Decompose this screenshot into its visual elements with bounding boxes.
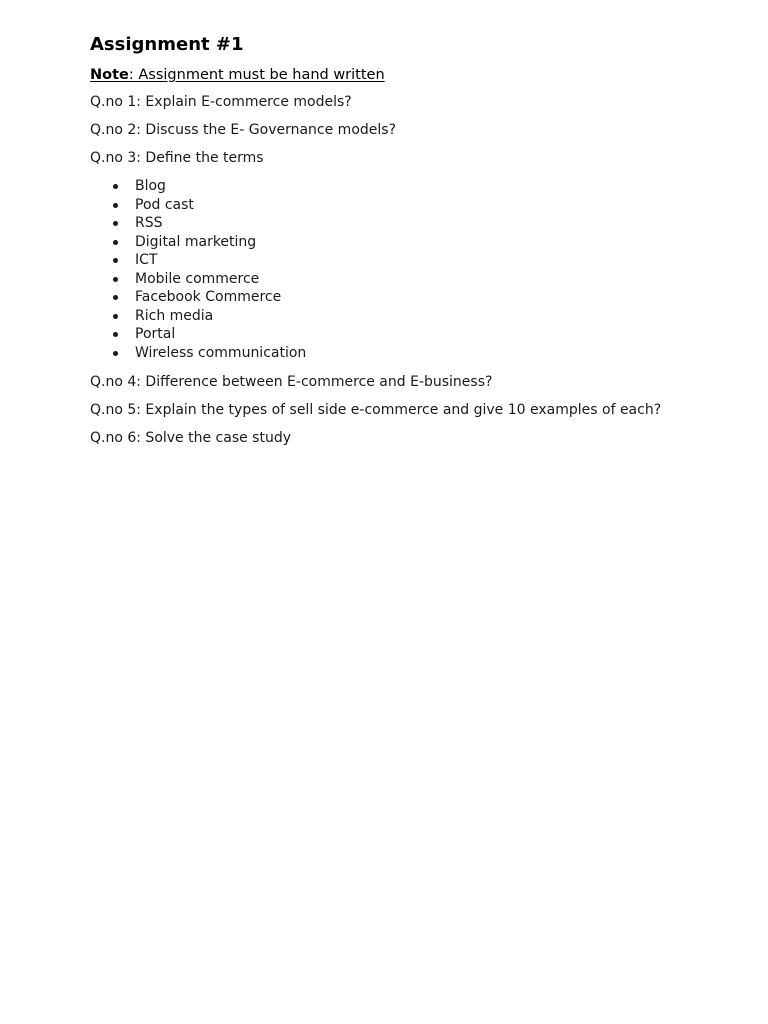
list-item <box>90 196 730 215</box>
list-item <box>90 325 730 344</box>
bullet-icon <box>113 332 118 337</box>
note-line <box>90 65 730 85</box>
list-item <box>90 177 730 196</box>
list-item <box>90 344 730 363</box>
term-text: Pod cast <box>135 196 194 213</box>
bullet-icon <box>113 277 118 282</box>
question-2: Q.no 2: Discuss the E- Governance models? <box>90 122 397 138</box>
bullet-icon <box>113 184 118 189</box>
question-5: Q.no 5: Explain the types of sell side e-commerce and give 10 examples of each? <box>90 402 662 418</box>
term-text: Rich media <box>135 307 214 324</box>
list-item <box>90 307 730 326</box>
term-text: Wireless communication <box>135 344 307 361</box>
bullet-icon <box>113 221 118 226</box>
terms-list <box>90 177 730 362</box>
term-text: Facebook Commerce <box>135 289 282 305</box>
bullet-icon <box>113 295 118 300</box>
bullet-icon <box>113 351 118 356</box>
bullet-icon <box>113 314 118 319</box>
document-body <box>90 34 730 447</box>
term-text: ICT <box>135 252 158 268</box>
term-text: Portal <box>135 326 176 342</box>
question-1: Q.no 1: Explain E-commerce models? <box>90 94 352 110</box>
list-item <box>90 288 730 307</box>
term-text: RSS <box>135 215 163 231</box>
list-item <box>90 214 730 233</box>
bullet-icon <box>113 240 118 245</box>
list-item <box>90 233 730 252</box>
document-title: Assignment #1 <box>90 34 244 55</box>
term-text: Mobile commerce <box>135 270 260 287</box>
question-4: Q.no 4: Difference between E-commerce and E-business? <box>90 374 493 390</box>
question-6: Q.no 6: Solve the case study <box>90 430 292 446</box>
note-text: : Assignment must be hand written <box>128 67 385 83</box>
question-3: Q.no 3: Define the terms <box>90 150 264 166</box>
term-text: Digital marketing <box>135 233 257 250</box>
list-item <box>90 270 730 289</box>
term-text: Blog <box>135 178 166 194</box>
bullet-icon <box>113 203 118 208</box>
list-item <box>90 251 730 270</box>
bullet-icon <box>113 258 118 263</box>
note-label: Note <box>90 67 129 83</box>
